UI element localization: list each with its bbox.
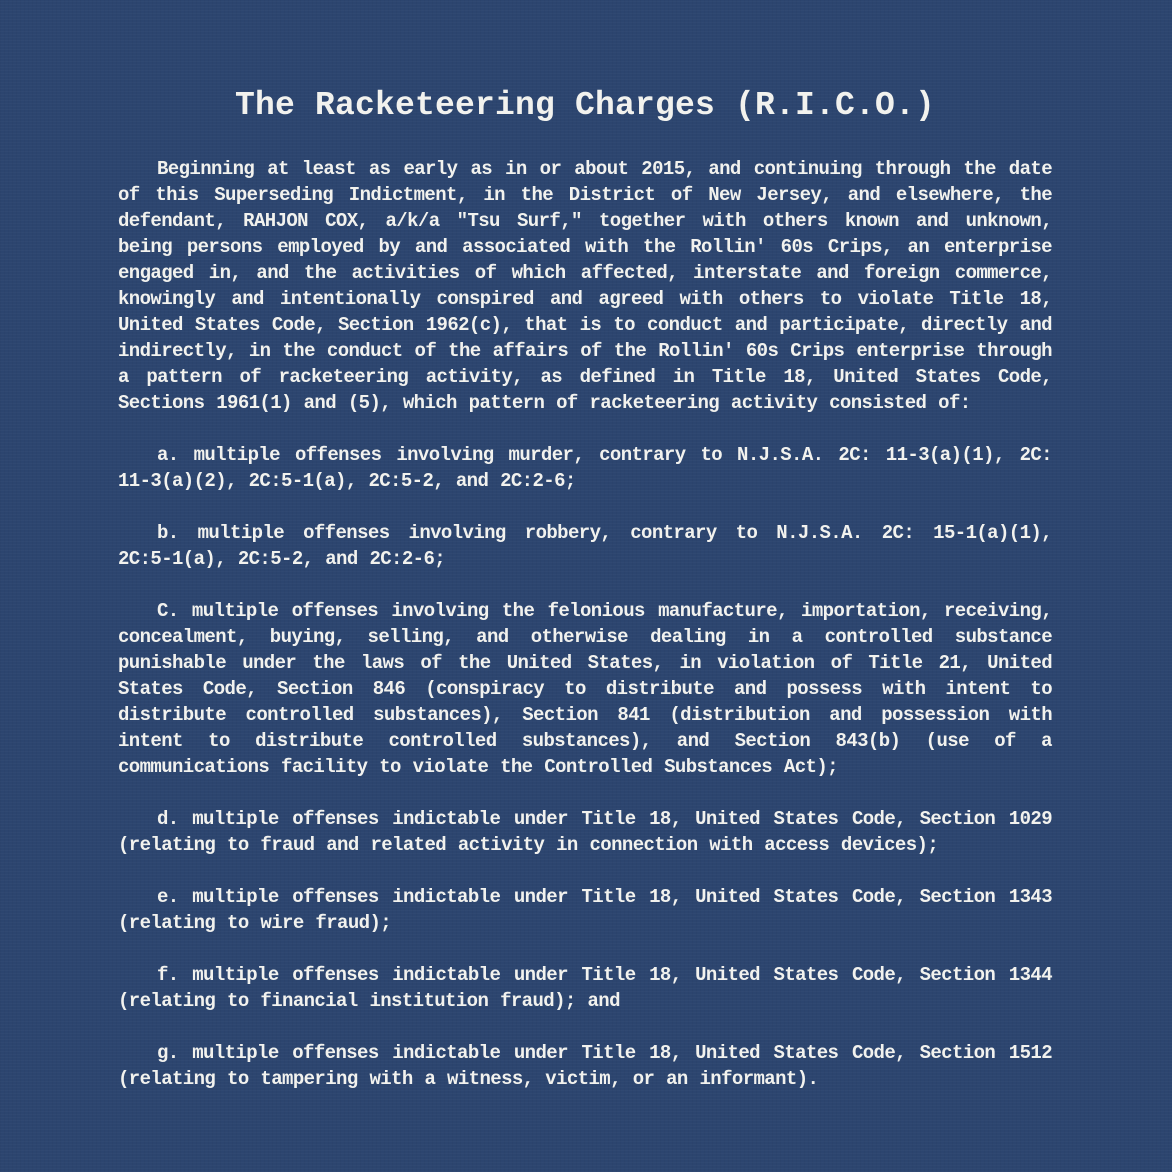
charge-item-b: b. multiple offenses involving robbery, contrary to N.J.S.A. 2C: 15-1(a)(1), 2C:5-1(a), 2C:5-2, and 2C:2-6;	[118, 522, 1052, 570]
charge-item-a: a. multiple offenses involving murder, contrary to N.J.S.A. 2C: 11-3(a)(1), 2C: 11-3(a)(2), 2C:5-1(a), 2C:5-2, and 2C:2-6;	[118, 444, 1052, 492]
charge-item-g: g. multiple offenses indictable under Title 18, United States Code, Section 1512 (relating to tampering with a witness, victim, or an informant).	[118, 1042, 1052, 1090]
charge-item-e: e. multiple offenses indictable under Title 18, United States Code, Section 1343 (relating to wire fraud);	[118, 886, 1052, 934]
charge-item-c: C. multiple offenses involving the felonious manufacture, importation, receiving, concealment, buying, selling, and otherwise dealing in a controlled substance punishable under the laws of the United States, in violation of Title 21, United States Code, Section 846 (conspiracy to distribute and possess with intent to distribute controlled substances), Section 841 (distribution and possession with intent to distribute controlled substances), and Section 843(b) (use of a communications facility to violate the Controlled Substances Act);	[118, 600, 1052, 778]
document-title: The Racketeering Charges (R.I.C.O.)	[234, 87, 936, 124]
charge-item-f: f. multiple offenses indictable under Title 18, United States Code, Section 1344 (relating to financial institution fraud); and	[118, 964, 1052, 1012]
charge-item-d: d. multiple offenses indictable under Title 18, United States Code, Section 1029 (relating to fraud and related activity in connection with access devices);	[118, 808, 1052, 856]
intro-paragraph: Beginning at least as early as in or about 2015, and continuing through the date of this Superseding Indictment, in the District of New Jersey, and elsewhere, the defendant, RAHJON COX, a/k/a "Tsu Surf," together with others known and unknown, being persons employed by and associated with the Rollin' 60s Crips, an enterprise engaged in, and the activities of which affected, interstate and foreign commerce, knowingly and intentionally conspired and agreed with others to violate Title 18, United States Code, Section 1962(c), that is to conduct and participate, directly and indirectly, in the conduct of the affairs of the Rollin' 60s Crips enterprise through a pattern of racketeering activity, as defined in Title 18, United States Code, Sections 1961(1) and (5), which pattern of racketeering activity consisted of:	[118, 158, 1052, 414]
